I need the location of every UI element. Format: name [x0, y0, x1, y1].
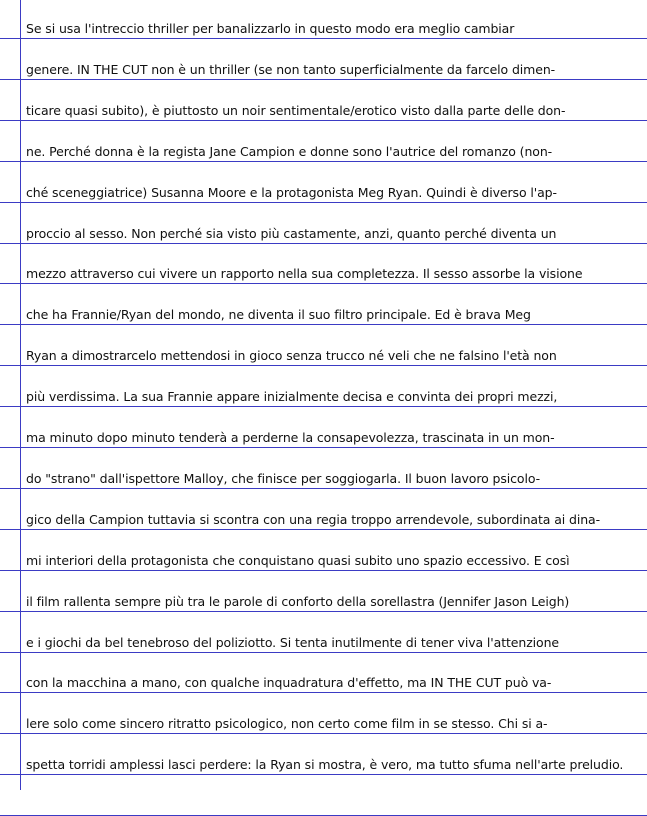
margin-line	[20, 0, 21, 790]
text-line: che ha Frannie/Ryan del mondo, ne diventa il suo filtro principale. Ed è brava Meg	[26, 307, 531, 323]
text-line: più verdissima. La sua Frannie appare inizialmente decisa e convinta dei propri mezzi,	[26, 389, 558, 405]
text-line: ne. Perché donna è la regista Jane Campion e donne sono l'autrice del romanzo (non-	[26, 143, 553, 159]
text-line: genere. IN THE CUT non è un thriller (se non tanto superficialmente da farcelo dimen-	[26, 61, 556, 77]
text-line: ché sceneggiatrice) Susanna Moore e la protagonista Meg Ryan. Quindi è diverso l'ap-	[26, 184, 557, 200]
text-line: con la macchina a mano, con qualche inquadratura d'effetto, ma IN THE CUT può va-	[26, 675, 552, 691]
text-line: gico della Campion tuttavia si scontra con una regia troppo arrendevole, subordinata ai dina-	[26, 511, 600, 527]
text-line: spetta torridi amplessi lasci perdere: la Ryan si mostra, è vero, ma tutto sfuma nell'arte preludio.	[26, 757, 624, 773]
text-line: ma minuto dopo minuto tenderà a perderne la consapevolezza, trascinata in un mon-	[26, 430, 555, 445]
text-line: ticare quasi subito), è piuttosto un noir sentimentale/erotico visto dalla parte delle don-	[26, 102, 566, 118]
text-line: Ryan a dimostrarcelo mettendosi in gioco senza trucco né veli che ne falsino l'età non	[26, 348, 557, 364]
text-line: e i giochi da bel tenebroso del poliziotto. Si tenta inutilmente di tener viva l'attenzione	[26, 634, 560, 650]
text-line: proccio al sesso. Non perché sia visto più castamente, anzi, quanto perché diventa un	[26, 225, 557, 241]
text-line: do "strano" dall'ispettore Malloy, che finisce per soggiogarla. Il buon lavoro psicolo-	[26, 470, 541, 486]
text-line: Se si usa l'intreccio thriller per banalizzarlo in questo modo era meglio cambiar	[26, 21, 515, 36]
text-line: mi interiori della protagonista che conquistano quasi subito uno spazio eccessivo. E così	[26, 552, 570, 568]
text-line: il film rallenta sempre più tra le parole di conforto della sorellastra (Jennifer Jason Leigh)	[26, 593, 570, 609]
text-line: lere solo come sincero ritratto psicologico, non certo come film in se stesso. Chi si a-	[26, 716, 548, 732]
text-line: mezzo attraverso cui vivere un rapporto nella sua completezza. Il sesso assorbe la visione	[26, 266, 583, 282]
